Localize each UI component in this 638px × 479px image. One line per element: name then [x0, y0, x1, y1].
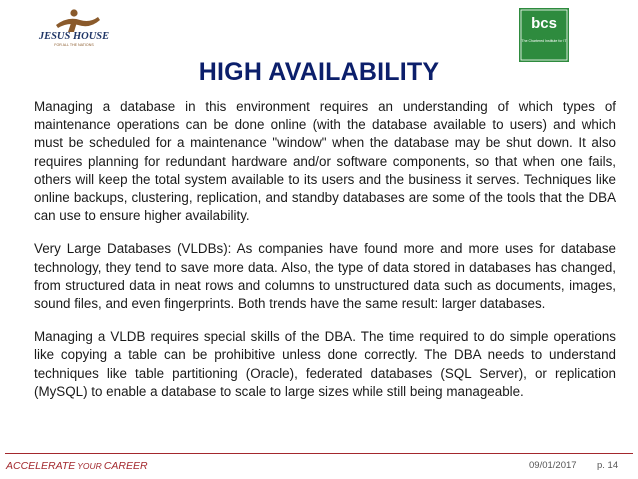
- page-number: p. 14: [597, 460, 619, 471]
- slide-body: [34, 98, 616, 416]
- paragraph-high-availability: Managing a database in this environment requires an understanding of which types of maintenance operations can be done online (with the database available to users) and which must be scheduled for a maintenance "window" when the database may be shut down. It also requires planning for redundant hardware and/or software components, so that when one fails, others will keep the total system available to its users and the business it serves. Techniques like online backups, clustering, replication, and standby databases are some of the tools that the DBA can use to ensure higher availability.: [34, 99, 616, 224]
- logo-left-tagline: FOR ALL THE NATIONS: [54, 43, 94, 47]
- footer-your: YOUR: [77, 461, 102, 471]
- footer-date: 09/01/2017: [529, 460, 577, 471]
- footer-slogan: [6, 460, 148, 472]
- jesus-house-logo: [28, 8, 120, 48]
- logo-left-name: JESUS HOUSE: [38, 31, 110, 42]
- footer-accelerate: ACCELERATE: [6, 460, 76, 472]
- bcs-logo: [519, 8, 569, 62]
- logo-right-name: bcs: [531, 15, 557, 32]
- footer-career: CAREER: [103, 460, 148, 472]
- paragraph-vldb-management: Managing a VLDB requires special skills of the DBA. The time required to do simple operations like copying a table can be prohibitive unless done correctly. The DBA needs to understand techniques like table partitioning (Oracle), federated databases (SQL Server), or replication (MySQL) to enable a database to scale to large sizes while still being manageable.: [34, 329, 616, 399]
- footer-divider: [5, 453, 633, 454]
- logo-right-tagline: The Chartered Institute for IT: [521, 39, 567, 43]
- slide-title: HIGH AVAILABILITY: [198, 58, 440, 86]
- paragraph-vldb: Very Large Databases (VLDBs): As companies have found more and more uses for database technology, they tend to save more data. Also, the type of data stored in databases has changed, from structured data in neat rows and columns to unstructured data such as documents, images, sound files, and even fingerprints. Both trends have the same result: larger databases.: [34, 241, 616, 312]
